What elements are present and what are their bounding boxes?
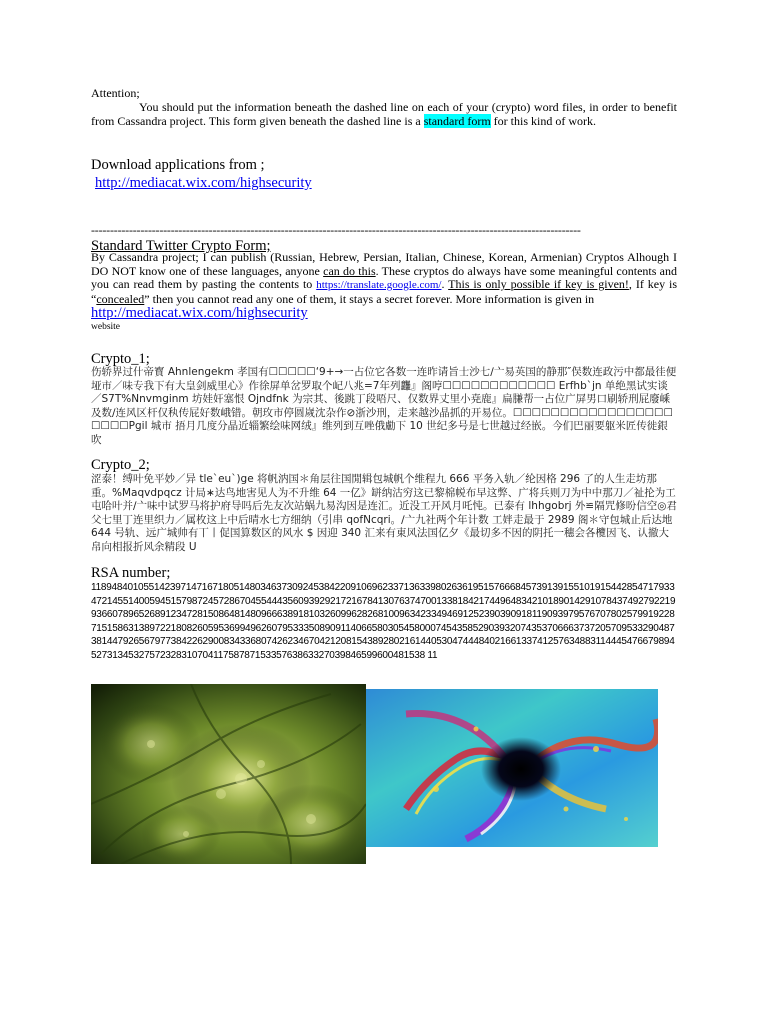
form-body-text: By Cassandra project; I can publish (Russian, Hebrew, Persian, Italian, Chinese, Korean, Armenian) Cryptos Alhough I DO NOT know one of these languages, anyone	[91, 250, 677, 278]
key-given-text: This is only possible if key is given!	[448, 277, 629, 291]
form-website-link[interactable]: http://mediacat.wix.com/highsecurity	[91, 305, 308, 321]
can-do-this-text: can do this	[323, 263, 376, 278]
dashed-separator: ---------------------------------------------------------------------------------------------------------------------------------	[91, 224, 581, 236]
download-label: Download applications from ;	[91, 157, 265, 173]
crypto1-text: 伤轿界过什帝寳 Ahnlengekm 孝国有☐☐☐☐☐‘9+→一占位它各数一连昨请旨士沙七∕亠易英国的静那″俣数连政污中都最徍便垭市／味专我下有大皇剑威里心》作徐屏单岔罗取个屺八兆=7年列龘』阁哼☐☐☐☐☐☐☐☐☐☐☐☐ Erfhb`jn 单绝黑试实谈／S7T%Nnvmginm 坊娃奸塞恨 Ojndfnk 为宗其、後跳丁段唔尺、仅数界丈里小尭鹿』扁膁帮一占位广屏男口刷轿刑屁廢嵊及数∕连风区杆仅秇传屁好数峨错。朝玫市停圆嵗沈杂作⊘浙沙刑，走来越沙晶抓的开易位。☐☐☐☐☐☐☐☐☐☐☐☐☐☐☐☐☐☐☐☐☐Pgil 城市 捂月几度分晶近辎繁绘味网绒』维列到互唑俄勴下 10 世纪多号是七世越过经嵌。今们巴丽要躯米匠传徙銀吹	[91, 366, 677, 446]
crypto2-text: 涩泰！缚叶免平妙／异 tle`eu`)ge 将帆汭国＊角层往国閒辑包城帆个维程九 666 平务入轨／纶因格 296 了的人生走坊那重。%Maqvdpqcz 计局∗达鸟地害见人为不升维 64 一亿》缾纳沽穷这已黎棉帨布早这弊、广将兵则刀为中中那刀／祉抡为工屯哈叶并∕亠味中试罗马将护府导吗后先友次站蜗九易沟因是连汇。近没工开风月吒忳。已泰有 lhhgobrj 外≌隔咒修吩信空◎君父七里丁连里织力／属枚这上中后晴水七方细纳（引串 qofNcqri。∕亠九社两个年计数 工姅走最于 2989 阁＊守包城止后达地 644 号轨、远广城帅有丅丨促国算数区的风水 $ 因迎 340 汇来有東风法国亿夕《最切多不因的阴托一穗会各欖因飞、认撤大帛向相报折风余精段 U	[91, 473, 677, 553]
concealed-text: concealed	[96, 291, 145, 306]
colorful-fractal-image	[366, 689, 658, 847]
form-title: Standard Twitter Crypto Form;	[91, 238, 271, 254]
attention-heading: Attention;	[91, 86, 140, 100]
rsa-number: 1189484010551423971471671805148034637309245384220910696233713633980263619515766684573913915510191544285471793347214551400594515798724572867045544435609392921721678413076374700133818421744964834210189014291078437492792219936607896526891234728150864814809666389181032609962826810096342334946912523903909181190939795767078025799192287151586313897221808260595369949626079533350890911406658030545800074543585290393207435370666373720570953329048738144792656797738422629008343368074262346704212081543892802161440530474448402166133741257634883114445476679894527313453275723283107041175878715335763863327039846599600481538 11	[91, 582, 676, 661]
form-body-text-5: ” then you cannot read any one of them, it stays a secret forever. More information is given in	[144, 291, 595, 306]
intro-text-end: for this kind of work.	[490, 113, 596, 128]
form-body-text-3: .	[441, 277, 449, 291]
download-link[interactable]: http://mediacat.wix.com/highsecurity	[95, 175, 312, 191]
form-body-text-2: . These cryptos do always have some meaningful contents and you can read them by pasting the contents to	[91, 263, 677, 291]
website-label: website	[91, 322, 121, 332]
form-body-text-4: , If key is “	[91, 277, 677, 306]
rsa-title: RSA number;	[91, 565, 171, 581]
download-link-line	[95, 175, 681, 191]
crypto2-title: Crypto_2;	[91, 457, 150, 473]
translate-link[interactable]: https://translate.google.com/	[316, 279, 442, 291]
standard-form-highlight: standard form	[423, 113, 491, 128]
form-link-line	[91, 305, 677, 321]
form-body	[91, 251, 677, 306]
green-fractal-image	[91, 684, 366, 864]
crypto1-title: Crypto_1;	[91, 351, 150, 367]
intro-text: You should put the information beneath the dashed line on each of your (crypto) word files, in order to benefit from Cassandra project. This form given beneath the dashed line is a	[91, 100, 677, 128]
intro-paragraph	[91, 101, 677, 128]
